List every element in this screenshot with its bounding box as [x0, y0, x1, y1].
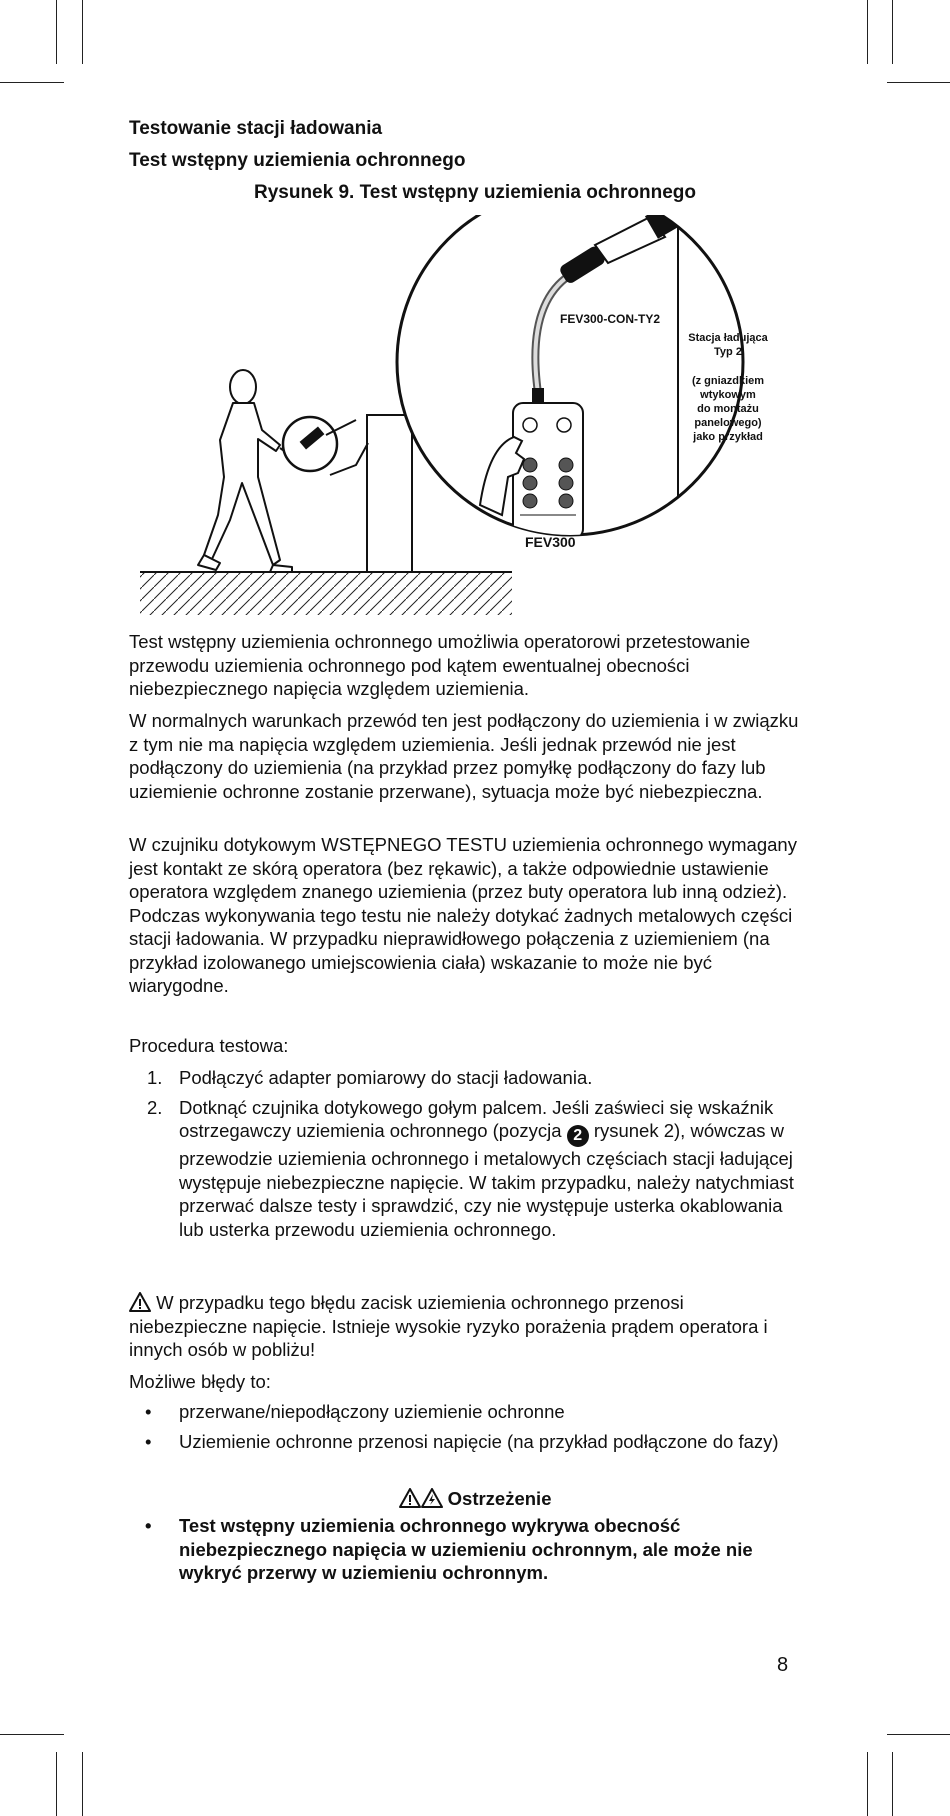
ground-hatching: [140, 572, 512, 615]
possible-errors-list: [129, 1400, 799, 1459]
warning-triangle-icon: [129, 1292, 151, 1312]
warning-heading: [0, 1488, 950, 1510]
crop-mark: [82, 1752, 83, 1816]
figure-caption: Rysunek 9. Test wstępny uziemienia ochronnego: [253, 182, 697, 203]
crop-mark: [867, 0, 868, 64]
procedure-list: [129, 1066, 799, 1247]
crop-mark: [0, 82, 64, 83]
crop-mark: [887, 1734, 950, 1735]
station-note-line: do montażu: [697, 403, 759, 415]
step-number: 2.: [147, 1096, 163, 1118]
callout-number: 2: [567, 1125, 589, 1147]
list-item: [129, 1514, 799, 1585]
station-label-line: Typ 2: [714, 346, 742, 358]
list-item: [129, 1096, 799, 1242]
list-item: [129, 1400, 799, 1424]
warning-bullet-text: Test wstępny uziemienia ochronnego wykrywa obecność niebezpiecznego napięcia w uziemieniu ochronnym, ale może nie wykryć przerwy w uziemieniu ochronnym.: [179, 1515, 753, 1583]
device-label: FEV300: [525, 534, 576, 550]
crop-mark: [887, 82, 950, 83]
paragraph-normal-conditions: W normalnych warunkach przewód ten jest podłączony do uziemienia i w związku z tym nie ma napięcia względem uziemienia. Jeśli jednak przewód nie jest podłączony do uziemienia (na przykład przez pomyłkę podłączony do fazy lub uziemienie ochronne zostanie przerwane), sytuacja może być niebezpieczna.: [129, 710, 799, 802]
charging-pillar: [367, 415, 412, 572]
error-text: przerwane/niepodłączony uziemienie ochronne: [179, 1401, 565, 1422]
adapter-label: FEV300-CON-TY2: [560, 312, 661, 326]
crop-mark: [56, 0, 57, 64]
bullet: •: [145, 1515, 152, 1536]
crop-mark: [56, 1752, 57, 1816]
station-note-line: wtykowym: [700, 389, 756, 401]
warning-heading-text: Ostrzeżenie: [447, 1488, 552, 1509]
crop-mark: [0, 1734, 64, 1735]
finger-zoom-circle: [283, 417, 356, 471]
ground-pretest-illustration: [130, 215, 790, 620]
bullet: •: [145, 1401, 152, 1422]
crop-mark: [892, 0, 893, 64]
step-text: Podłączyć adapter pomiarowy do stacji ładowania.: [179, 1067, 593, 1088]
possible-errors-label: Możliwe błędy to:: [129, 1371, 271, 1392]
operator-figure: [198, 370, 292, 572]
warning-triangle-icon: [399, 1488, 421, 1508]
paragraph-touch-sensor: W czujniku dotykowym WSTĘPNEGO TESTU uziemienia ochronnego wymagany jest kontakt ze skórą operatora (bez rękawic), a także odpowiednie ustawienie operatora względem znanego uziemienia (przez buty operatora lub inną odzież). Podczas wykonywania tego testu nie należy dotykać żadnych metalowych części stacji ładowania. W przypadku nieprawidłowego połączenia z uziemieniem (na przykład izolowanego umiejscowienia ciała) wskazanie to może nie być wiarygodne.: [129, 834, 797, 996]
error-text: Uziemienie ochronne przenosi napięcie (na przykład podłączone do fazy): [179, 1430, 779, 1452]
paragraph-intro: Test wstępny uziemienia ochronnego umożliwia operatorowi przetestowanie przewodu uziemienia ochronnego pod kątem ewentualnej obecności niebezpiecznego napięcia względem uziemienia.: [129, 631, 751, 699]
step-text: Dotknąć czujnika dotykowego gołym palcem. Jeśli zaświeci się wskaźnik ostrzegawczy uziemienia ochronnego (pozycja: [179, 1096, 774, 1141]
warning-list: [129, 1514, 799, 1591]
station-label-line: Stacja ładująca: [688, 332, 768, 344]
warning-text: W przypadku tego błędu zacisk uziemienia ochronnego przenosi niebezpieczne napięcie. Istnieje wysokie ryzyko porażenia prądem operatora i innych osób w pobliżu!: [129, 1292, 768, 1360]
list-item: [129, 1066, 799, 1090]
crop-mark: [892, 1752, 893, 1816]
subsection-title: Test wstępny uziemienia ochronnego: [129, 150, 466, 171]
step-number: 1.: [147, 1067, 163, 1088]
section-title: Testowanie stacji ładowania: [129, 118, 383, 139]
list-item: [129, 1430, 799, 1454]
warning-paragraph: [129, 1291, 799, 1362]
page-number: 8: [777, 1654, 789, 1676]
crop-mark: [82, 0, 83, 64]
station-note-line: jako przykład: [693, 431, 763, 443]
procedure-label: Procedura testowa:: [129, 1035, 289, 1056]
station-note-line: (z gniazdkiem: [691, 375, 765, 387]
step-text: rysunek 2), wówczas w przewodzie uziemienia ochronnego i metalowych częściach stacji ładującej występuje niebezpieczne napięcie. W takim przypadku, należy natychmiast przerwać dalsze testy i sprawdzić, czy nie występuje usterka okablowania lub usterka przewodu uziemienia ochronnego.: [179, 1120, 794, 1240]
bullet: •: [145, 1430, 152, 1452]
station-note-line: panelowego): [694, 417, 762, 429]
shock-hazard-icon: [421, 1488, 443, 1508]
crop-mark: [867, 1752, 868, 1816]
